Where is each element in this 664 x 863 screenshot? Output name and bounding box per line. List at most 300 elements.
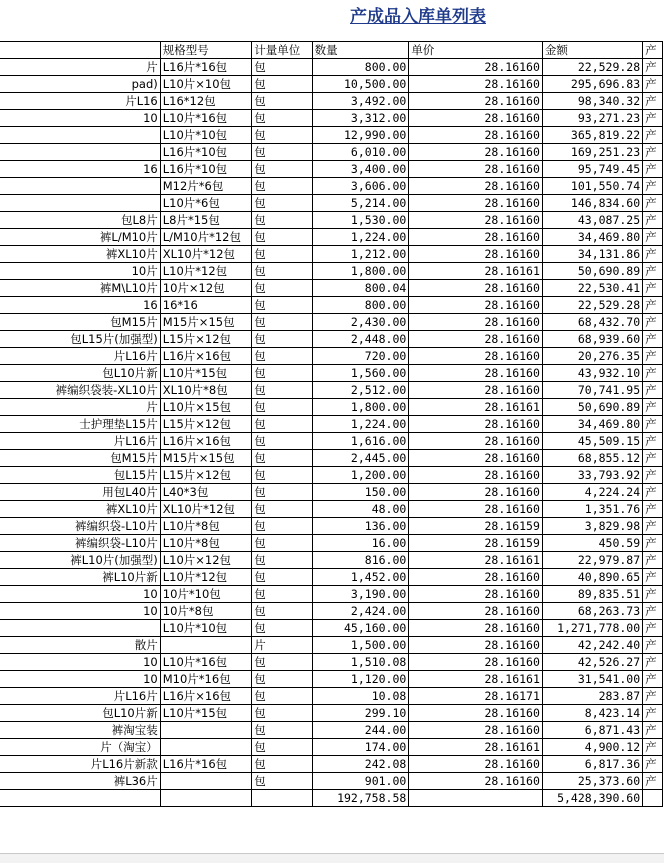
- cell-extra: 产: [643, 229, 663, 246]
- cell-product-name: 10: [0, 586, 160, 603]
- cell-quantity: 45,160.00: [312, 620, 409, 637]
- table-row[interactable]: [0, 365, 663, 382]
- table-row[interactable]: [0, 722, 663, 739]
- cell-product-name: 片（淘宝）: [0, 739, 160, 756]
- cell-product-name: 包L8片: [0, 212, 160, 229]
- cell-quantity: 1,500.00: [312, 637, 409, 654]
- cell-spec: L10片*10包: [160, 127, 252, 144]
- cell-spec: L10片*16包: [160, 110, 252, 127]
- cell-amount: 169,251.23: [542, 144, 642, 161]
- table-row[interactable]: [0, 76, 663, 93]
- cell-product-name: [0, 178, 160, 195]
- cell-product-name: 裤编织袋-L10片: [0, 535, 160, 552]
- cell-product-name: 裤L/M10片: [0, 229, 160, 246]
- cell-amount: 34,469.80: [542, 229, 642, 246]
- cell-unit-price: 28.16160: [409, 467, 543, 484]
- table-row[interactable]: [0, 246, 663, 263]
- cell-unit-price: 28.16160: [409, 450, 543, 467]
- cell-extra: 产: [643, 365, 663, 382]
- cell-spec: M12片*6包: [160, 178, 252, 195]
- cell-spec: 16*16: [160, 297, 252, 314]
- cell-amount: 42,526.27: [542, 654, 642, 671]
- table-row[interactable]: [0, 773, 663, 790]
- cell-extra: 产: [643, 569, 663, 586]
- cell-unit: 包: [252, 416, 312, 433]
- cell-unit-price: 28.16160: [409, 654, 543, 671]
- cell-quantity: 901.00: [312, 773, 409, 790]
- table-row[interactable]: [0, 399, 663, 416]
- cell-spec: L10片*12包: [160, 569, 252, 586]
- cell-quantity: 3,606.00: [312, 178, 409, 195]
- cell-extra: 产: [643, 688, 663, 705]
- totals-price-cell: [409, 790, 543, 807]
- cell-amount: 1,351.76: [542, 501, 642, 518]
- cell-amount: 365,819.22: [542, 127, 642, 144]
- cell-spec: L16*12包: [160, 93, 252, 110]
- cell-extra: 产: [643, 59, 663, 76]
- cell-unit-price: 28.16160: [409, 620, 543, 637]
- cell-spec: 10片×12包: [160, 280, 252, 297]
- cell-unit-price: 28.16160: [409, 76, 543, 93]
- cell-spec: L10片*12包: [160, 263, 252, 280]
- cell-unit: 包: [252, 773, 312, 790]
- totals-spec-cell: [160, 790, 252, 807]
- table-row[interactable]: [0, 314, 663, 331]
- cell-spec: 10片*10包: [160, 586, 252, 603]
- cell-quantity: 16.00: [312, 535, 409, 552]
- cell-unit-price: 28.16160: [409, 212, 543, 229]
- cell-product-name: [0, 195, 160, 212]
- cell-spec: L10片×12包: [160, 552, 252, 569]
- cell-quantity: 1,510.08: [312, 654, 409, 671]
- table-row[interactable]: [0, 637, 663, 654]
- cell-spec: M10片*16包: [160, 671, 252, 688]
- cell-amount: 34,469.80: [542, 416, 642, 433]
- cell-extra: 产: [643, 178, 663, 195]
- cell-quantity: 242.08: [312, 756, 409, 773]
- cell-unit: 包: [252, 229, 312, 246]
- cell-unit-price: 28.16159: [409, 518, 543, 535]
- cell-spec: M15片×15包: [160, 450, 252, 467]
- cell-extra: 产: [643, 722, 663, 739]
- cell-product-name: 10片: [0, 263, 160, 280]
- table-row[interactable]: [0, 195, 663, 212]
- cell-spec: [160, 637, 252, 654]
- cell-unit: 包: [252, 399, 312, 416]
- cell-extra: 产: [643, 331, 663, 348]
- cell-extra: 产: [643, 756, 663, 773]
- cell-quantity: 10.08: [312, 688, 409, 705]
- cell-product-name: 包L15片: [0, 467, 160, 484]
- cell-extra: 产: [643, 433, 663, 450]
- cell-amount: 33,793.92: [542, 467, 642, 484]
- cell-spec: L10片*15包: [160, 365, 252, 382]
- col-header-qty: 数量: [312, 42, 409, 59]
- cell-amount: 295,696.83: [542, 76, 642, 93]
- cell-spec: XL10片*12包: [160, 246, 252, 263]
- cell-unit: 包: [252, 263, 312, 280]
- cell-amount: 22,979.87: [542, 552, 642, 569]
- cell-unit: 包: [252, 501, 312, 518]
- cell-quantity: 1,120.00: [312, 671, 409, 688]
- cell-unit-price: 28.16160: [409, 178, 543, 195]
- cell-extra: 产: [643, 552, 663, 569]
- cell-quantity: 3,190.00: [312, 586, 409, 603]
- cell-amount: 89,835.51: [542, 586, 642, 603]
- cell-product-name: 裤L10片(加强型): [0, 552, 160, 569]
- cell-spec: L15片×12包: [160, 467, 252, 484]
- cell-quantity: 150.00: [312, 484, 409, 501]
- cell-amount: 3,829.98: [542, 518, 642, 535]
- inbound-list-table: [0, 41, 663, 807]
- cell-unit-price: 28.16160: [409, 110, 543, 127]
- cell-unit: 包: [252, 144, 312, 161]
- cell-unit: 包: [252, 433, 312, 450]
- cell-amount: 146,834.60: [542, 195, 642, 212]
- cell-spec: L16片*10包: [160, 144, 252, 161]
- table-row[interactable]: [0, 331, 663, 348]
- report-title: 产成品入库单列表: [350, 7, 486, 27]
- cell-unit: 包: [252, 93, 312, 110]
- cell-unit-price: 28.16160: [409, 773, 543, 790]
- cell-product-name: 裤L10片新: [0, 569, 160, 586]
- cell-unit-price: 28.16160: [409, 722, 543, 739]
- table-row[interactable]: [0, 382, 663, 399]
- cell-spec: L16片*16包: [160, 756, 252, 773]
- cell-spec: L10片*8包: [160, 518, 252, 535]
- cell-quantity: 1,530.00: [312, 212, 409, 229]
- cell-extra: 产: [643, 586, 663, 603]
- cell-extra: 产: [643, 348, 663, 365]
- table-row[interactable]: [0, 433, 663, 450]
- cell-amount: 22,530.41: [542, 280, 642, 297]
- cell-quantity: 10,500.00: [312, 76, 409, 93]
- table-row[interactable]: [0, 705, 663, 722]
- cell-spec: L10片*15包: [160, 705, 252, 722]
- cell-unit: 包: [252, 382, 312, 399]
- cell-unit: 包: [252, 76, 312, 93]
- cell-unit-price: 28.16160: [409, 348, 543, 365]
- cell-extra: 产: [643, 603, 663, 620]
- cell-product-name: 片: [0, 399, 160, 416]
- cell-unit: 包: [252, 127, 312, 144]
- cell-unit: 包: [252, 297, 312, 314]
- cell-unit: 包: [252, 484, 312, 501]
- cell-extra: 产: [643, 399, 663, 416]
- cell-quantity: 1,560.00: [312, 365, 409, 382]
- table-row[interactable]: [0, 569, 663, 586]
- cell-unit-price: 28.16160: [409, 433, 543, 450]
- cell-spec: L10片*8包: [160, 535, 252, 552]
- cell-extra: 产: [643, 93, 663, 110]
- cell-unit-price: 28.16160: [409, 246, 543, 263]
- cell-unit: 包: [252, 314, 312, 331]
- cell-extra: 产: [643, 246, 663, 263]
- cell-unit: 包: [252, 280, 312, 297]
- table-body: [0, 59, 663, 790]
- cell-extra: 产: [643, 127, 663, 144]
- cell-extra: 产: [643, 110, 663, 127]
- table-row[interactable]: [0, 620, 663, 637]
- cell-unit: 包: [252, 331, 312, 348]
- cell-unit: 包: [252, 671, 312, 688]
- cell-extra: 产: [643, 416, 663, 433]
- cell-amount: 68,263.73: [542, 603, 642, 620]
- table-row[interactable]: [0, 348, 663, 365]
- table-row[interactable]: [0, 756, 663, 773]
- total-qty: 192,758.58: [312, 790, 409, 807]
- cell-unit: 包: [252, 586, 312, 603]
- col-header-price: 单价: [409, 42, 543, 59]
- cell-unit: 包: [252, 161, 312, 178]
- cell-unit-price: 28.16160: [409, 382, 543, 399]
- totals-row: [0, 790, 663, 807]
- cell-quantity: 1,224.00: [312, 416, 409, 433]
- cell-amount: 98,340.32: [542, 93, 642, 110]
- cell-unit: 包: [252, 654, 312, 671]
- cell-spec: XL10片*8包: [160, 382, 252, 399]
- report-title-bar: [0, 0, 664, 30]
- cell-unit: 包: [252, 705, 312, 722]
- cell-amount: 43,087.25: [542, 212, 642, 229]
- cell-extra: 产: [643, 705, 663, 722]
- cell-unit: 包: [252, 518, 312, 535]
- col-header-name: [0, 42, 160, 59]
- cell-unit-price: 28.16160: [409, 637, 543, 654]
- cell-unit: 包: [252, 756, 312, 773]
- cell-unit-price: 28.16160: [409, 331, 543, 348]
- cell-amount: 70,741.95: [542, 382, 642, 399]
- cell-unit: 包: [252, 110, 312, 127]
- cell-spec: [160, 739, 252, 756]
- cell-extra: 产: [643, 450, 663, 467]
- cell-unit: 包: [252, 178, 312, 195]
- table-row[interactable]: [0, 280, 663, 297]
- cell-unit-price: 28.16160: [409, 484, 543, 501]
- cell-unit: 包: [252, 569, 312, 586]
- cell-product-name: [0, 127, 160, 144]
- cell-spec: L10片*16包: [160, 654, 252, 671]
- cell-quantity: 816.00: [312, 552, 409, 569]
- cell-unit: 包: [252, 722, 312, 739]
- cell-product-name: 散片: [0, 637, 160, 654]
- cell-amount: 8,423.14: [542, 705, 642, 722]
- table-row[interactable]: [0, 467, 663, 484]
- cell-quantity: 12,990.00: [312, 127, 409, 144]
- table-row[interactable]: [0, 263, 663, 280]
- cell-extra: 产: [643, 144, 663, 161]
- col-header-spec: 规格型号: [160, 42, 252, 59]
- cell-quantity: 5,214.00: [312, 195, 409, 212]
- table-row[interactable]: [0, 484, 663, 501]
- cell-extra: 产: [643, 518, 663, 535]
- cell-unit-price: 28.16160: [409, 161, 543, 178]
- cell-product-name: 包L10片新: [0, 365, 160, 382]
- cell-amount: 4,900.12: [542, 739, 642, 756]
- cell-amount: 34,131.86: [542, 246, 642, 263]
- cell-extra: 产: [643, 76, 663, 93]
- cell-unit: 包: [252, 246, 312, 263]
- cell-spec: L10片×10包: [160, 76, 252, 93]
- cell-spec: M15片×15包: [160, 314, 252, 331]
- cell-product-name: pad): [0, 76, 160, 93]
- cell-spec: L10片×15包: [160, 399, 252, 416]
- table-row[interactable]: [0, 688, 663, 705]
- cell-quantity: 174.00: [312, 739, 409, 756]
- totals-name-cell: [0, 790, 160, 807]
- cell-extra: 产: [643, 314, 663, 331]
- table-row[interactable]: [0, 297, 663, 314]
- cell-extra: 产: [643, 501, 663, 518]
- table-row[interactable]: [0, 212, 663, 229]
- table-row[interactable]: [0, 144, 663, 161]
- cell-unit-price: 28.16161: [409, 739, 543, 756]
- cell-product-name: 16: [0, 297, 160, 314]
- col-header-unit: 计量单位: [252, 42, 312, 59]
- cell-quantity: 2,512.00: [312, 382, 409, 399]
- cell-product-name: 裤编织袋-L10片: [0, 518, 160, 535]
- table-row[interactable]: [0, 127, 663, 144]
- cell-extra: 产: [643, 620, 663, 637]
- cell-product-name: 片L16片: [0, 688, 160, 705]
- cell-product-name: [0, 620, 160, 637]
- cell-unit-price: 28.16160: [409, 229, 543, 246]
- table-row[interactable]: [0, 161, 663, 178]
- cell-extra: 产: [643, 484, 663, 501]
- cell-amount: 6,871.43: [542, 722, 642, 739]
- bottom-scroll-strip: [0, 853, 664, 863]
- cell-unit: 包: [252, 348, 312, 365]
- cell-unit: 包: [252, 739, 312, 756]
- cell-amount: 283.87: [542, 688, 642, 705]
- cell-quantity: 3,400.00: [312, 161, 409, 178]
- cell-extra: 产: [643, 161, 663, 178]
- cell-product-name: 裤编织袋装-XL10片: [0, 382, 160, 399]
- cell-product-name: 裤XL10片: [0, 501, 160, 518]
- cell-amount: 25,373.60: [542, 773, 642, 790]
- cell-amount: 42,242.40: [542, 637, 642, 654]
- cell-unit-price: 28.16160: [409, 586, 543, 603]
- cell-unit: 包: [252, 365, 312, 382]
- cell-unit-price: 28.16160: [409, 756, 543, 773]
- cell-unit: 包: [252, 467, 312, 484]
- cell-product-name: 10: [0, 671, 160, 688]
- cell-product-name: 片: [0, 59, 160, 76]
- cell-unit-price: 28.16160: [409, 603, 543, 620]
- cell-spec: L10片*6包: [160, 195, 252, 212]
- cell-amount: 101,550.74: [542, 178, 642, 195]
- cell-amount: 20,276.35: [542, 348, 642, 365]
- table-row[interactable]: [0, 178, 663, 195]
- cell-amount: 22,529.28: [542, 297, 642, 314]
- table-row[interactable]: [0, 535, 663, 552]
- cell-amount: 40,890.65: [542, 569, 642, 586]
- cell-extra: 产: [643, 535, 663, 552]
- table-row[interactable]: [0, 93, 663, 110]
- cell-unit-price: 28.16161: [409, 552, 543, 569]
- table-row[interactable]: [0, 416, 663, 433]
- table-row[interactable]: [0, 518, 663, 535]
- table-row[interactable]: [0, 59, 663, 76]
- total-amount: 5,428,390.60: [542, 790, 642, 807]
- cell-unit-price: 28.16160: [409, 365, 543, 382]
- cell-quantity: 3,312.00: [312, 110, 409, 127]
- table-row[interactable]: [0, 739, 663, 756]
- cell-unit-price: 28.16160: [409, 93, 543, 110]
- cell-product-name: 裤XL10片: [0, 246, 160, 263]
- cell-unit: 片: [252, 637, 312, 654]
- table-row[interactable]: [0, 654, 663, 671]
- cell-quantity: 299.10: [312, 705, 409, 722]
- cell-amount: 93,271.23: [542, 110, 642, 127]
- table-row[interactable]: [0, 450, 663, 467]
- cell-unit: 包: [252, 535, 312, 552]
- table-header-row: [0, 42, 663, 59]
- cell-unit: 包: [252, 212, 312, 229]
- cell-spec: 10片*8包: [160, 603, 252, 620]
- cell-unit: 包: [252, 450, 312, 467]
- cell-unit-price: 28.16161: [409, 671, 543, 688]
- cell-quantity: 1,800.00: [312, 399, 409, 416]
- cell-extra: 产: [643, 671, 663, 688]
- cell-extra: 产: [643, 467, 663, 484]
- cell-unit-price: 28.16160: [409, 569, 543, 586]
- cell-product-name: [0, 144, 160, 161]
- cell-unit-price: 28.16160: [409, 297, 543, 314]
- col-header-amount: 金额: [542, 42, 642, 59]
- cell-spec: L/M10片*12包: [160, 229, 252, 246]
- cell-spec: [160, 773, 252, 790]
- totals-unit-cell: [252, 790, 312, 807]
- cell-product-name: 包L10片新: [0, 705, 160, 722]
- cell-unit-price: 28.16160: [409, 501, 543, 518]
- cell-unit: 包: [252, 195, 312, 212]
- cell-unit-price: 28.16160: [409, 280, 543, 297]
- table-row[interactable]: [0, 110, 663, 127]
- table-row[interactable]: [0, 229, 663, 246]
- cell-quantity: 1,200.00: [312, 467, 409, 484]
- cell-extra: 产: [643, 739, 663, 756]
- cell-amount: 1,271,778.00: [542, 620, 642, 637]
- table-row[interactable]: [0, 671, 663, 688]
- table-row[interactable]: [0, 603, 663, 620]
- table-row[interactable]: [0, 501, 663, 518]
- cell-product-name: 片L16片新款: [0, 756, 160, 773]
- cell-quantity: 800.00: [312, 59, 409, 76]
- cell-amount: 43,932.10: [542, 365, 642, 382]
- cell-amount: 450.59: [542, 535, 642, 552]
- cell-quantity: 244.00: [312, 722, 409, 739]
- table-row[interactable]: [0, 586, 663, 603]
- cell-product-name: 片L16片: [0, 433, 160, 450]
- cell-amount: 31,541.00: [542, 671, 642, 688]
- cell-product-name: 片L16片: [0, 348, 160, 365]
- cell-unit: 包: [252, 552, 312, 569]
- cell-unit-price: 28.16161: [409, 263, 543, 280]
- cell-extra: 产: [643, 280, 663, 297]
- cell-spec: L8片*15包: [160, 212, 252, 229]
- cell-amount: 6,817.36: [542, 756, 642, 773]
- cell-product-name: 包L15片(加强型): [0, 331, 160, 348]
- cell-spec: L16片×16包: [160, 433, 252, 450]
- table-row[interactable]: [0, 552, 663, 569]
- cell-unit-price: 28.16160: [409, 416, 543, 433]
- cell-spec: L15片×12包: [160, 331, 252, 348]
- cell-unit-price: 28.16160: [409, 195, 543, 212]
- cell-product-name: 10: [0, 603, 160, 620]
- cell-unit: 包: [252, 688, 312, 705]
- cell-extra: 产: [643, 382, 663, 399]
